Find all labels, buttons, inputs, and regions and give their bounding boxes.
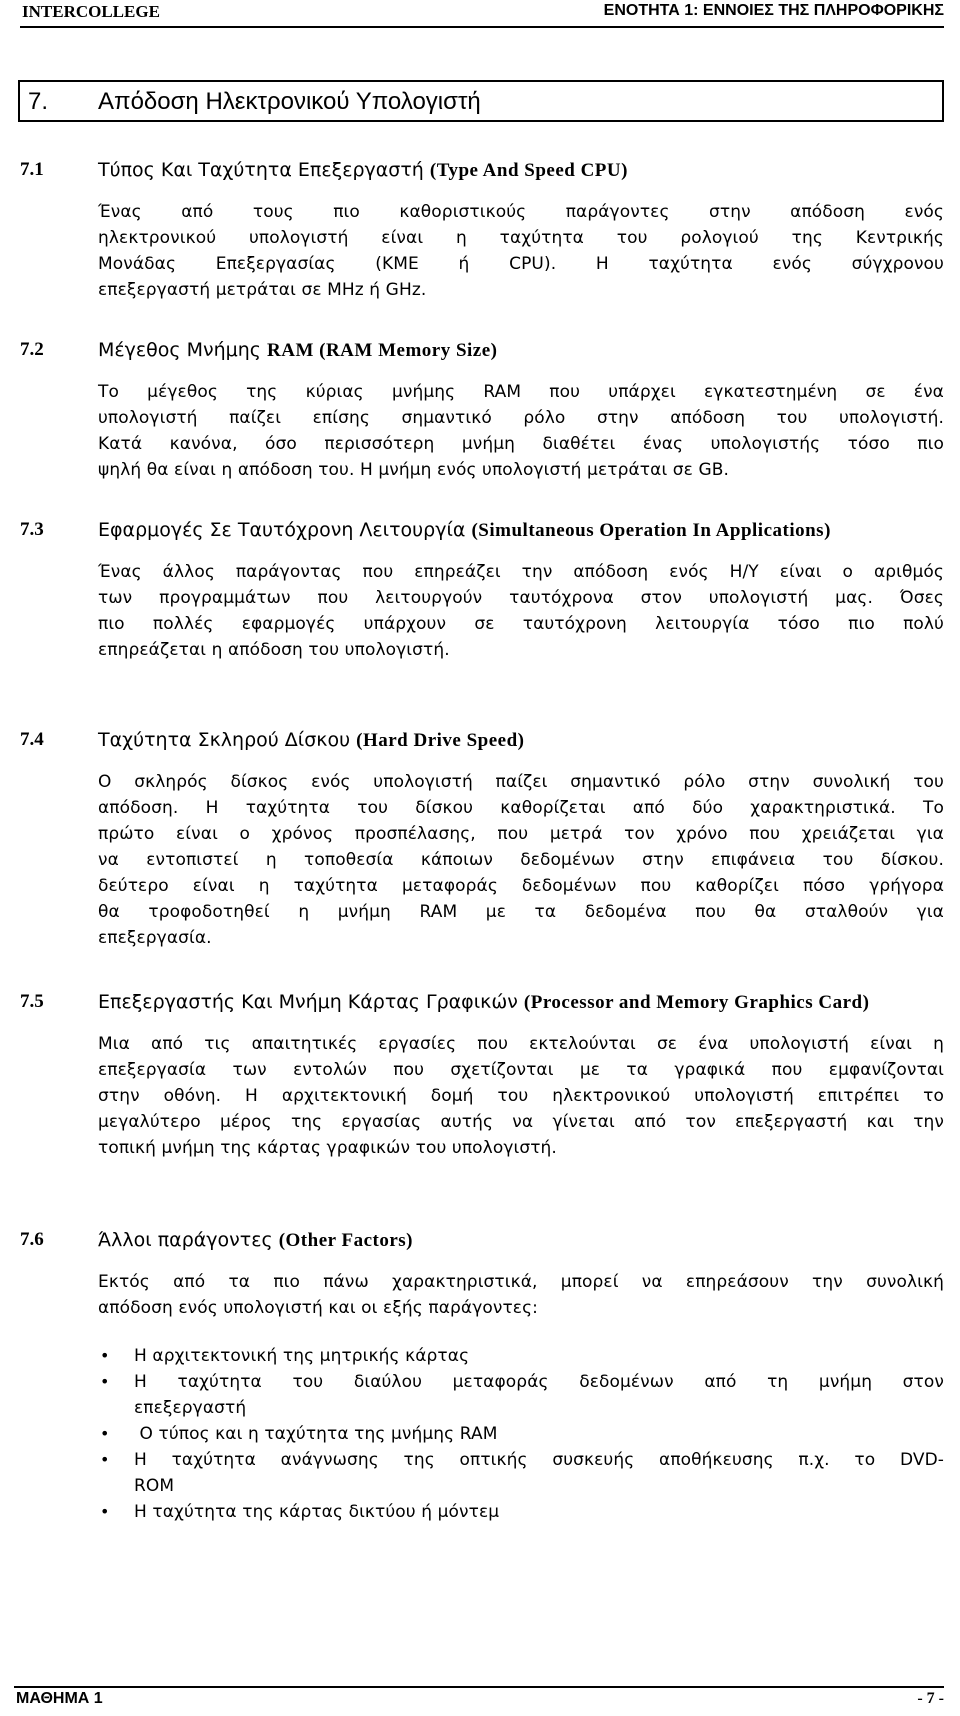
paragraph-line: επηρεάζεται η απόδοση του υπολογιστή.	[98, 640, 450, 660]
paragraph-line: επεξεργασία των εντολών που σχετίζονται με τα γραφικά που εμφανίζονται	[98, 1060, 944, 1080]
section-paragraph	[98, 1031, 944, 1161]
paragraph-line: πρώτο είναι ο χρόνος προσπέλασης, που μετρά τον χρόνο που χρειάζεται για	[98, 824, 944, 844]
section-title	[98, 516, 944, 545]
section-heading	[20, 156, 944, 185]
paragraph-line: πιο πολλές εφαρμογές υπάρχουν σε ταυτόχρονη λειτουργία τόσο πιο πολύ	[98, 614, 944, 634]
bullet-icon: •	[100, 1502, 110, 1521]
section-number: 7.5	[20, 991, 44, 1012]
paragraph-line: ψηλή θα είναι η απόδοση του. Η μνήμη ενός υπολογιστή μετράται σε GB.	[98, 460, 730, 480]
section-title-english: (Processor and Memory Graphics Card)	[523, 992, 870, 1013]
list-item-text: Η ταχύτητα του διαύλου μεταφοράς δεδομένων από τη μνήμη στον	[134, 1372, 944, 1392]
section-7-6	[20, 1226, 944, 1525]
chapter-title-box	[18, 80, 944, 122]
list-item-text: Η αρχιτεκτονική της μητρικής κάρτας	[134, 1346, 470, 1366]
section-heading	[20, 988, 944, 1017]
section-number: 7.4	[20, 729, 44, 750]
section-7-4	[20, 726, 944, 951]
list-item-text: επεξεργαστή	[134, 1398, 247, 1418]
section-paragraph	[98, 379, 944, 483]
section-title	[98, 988, 944, 1017]
section-number: 7.3	[20, 519, 44, 540]
section-7-1	[20, 156, 944, 303]
page-number: - 7 -	[917, 1690, 944, 1707]
section-heading	[20, 726, 944, 755]
list-item	[98, 1447, 944, 1499]
section-title-greek: Ταχύτητα Σκληρού Δίσκου	[98, 729, 351, 751]
section-title	[98, 336, 944, 365]
paragraph-line: τοπική μνήμη της κάρτας γραφικών του υπολογιστή.	[98, 1138, 557, 1158]
list-item-text: Η ταχύτητα της κάρτας δικτύου ή μόντεμ	[134, 1502, 500, 1522]
footer-lesson: ΜΑΘΗΜΑ 1	[16, 1690, 103, 1707]
section-title-english: (Simultaneous Operation In Applications)	[471, 520, 831, 541]
section-title-english: (Type And Speed CPU)	[429, 160, 628, 181]
paragraph-line: απόδοση ενός υπολογιστή και οι εξής παράγοντες:	[98, 1298, 538, 1318]
section-title	[98, 1226, 944, 1255]
bullet-icon: •	[100, 1424, 110, 1443]
section-paragraph	[98, 1269, 944, 1525]
chapter-number: 7.	[28, 88, 49, 115]
paragraph-line: επεξεργαστή μετράται σε MHz ή GHz.	[98, 280, 427, 300]
section-title-greek: Μέγεθος Μνήμης	[98, 339, 261, 361]
paragraph-line: Ο σκληρός δίσκος ενός υπολογιστή παίζει σημαντικό ρόλο στην συνολική του	[98, 772, 944, 792]
page-footer	[14, 1686, 944, 1716]
paragraph-line: ηλεκτρονικού υπολογιστή είναι η ταχύτητα του ρολογιού της Κεντρικής	[98, 228, 944, 248]
list-item	[98, 1499, 944, 1525]
section-number: 7.1	[20, 159, 44, 180]
section-paragraph	[98, 769, 944, 951]
section-title	[98, 726, 944, 755]
paragraph-line: Το μέγεθος της κύριας μνήμης RAM που υπάρχει εγκατεστημένη σε ένα	[98, 382, 944, 402]
list-item-text: Ο τύπος και η ταχύτητα της μνήμης RAM	[134, 1424, 498, 1444]
paragraph-line: δεύτερο είναι η ταχύτητα μεταφοράς δεδομένων που καθορίζει πόσο γρήγορα	[98, 876, 944, 896]
list-item	[98, 1421, 944, 1447]
section-title-greek: Άλλοι παράγοντες	[98, 1229, 273, 1251]
section-paragraph	[98, 559, 944, 663]
section-title-english: RAM (RAM Memory Size)	[267, 340, 498, 361]
bullet-icon: •	[100, 1346, 110, 1365]
paragraph-line: υπολογιστή παίζει επίσης σημαντικό ρόλο στην απόδοση του υπολογιστή.	[98, 408, 944, 428]
section-paragraph	[98, 199, 944, 303]
paragraph-line: επεξεργασία.	[98, 928, 212, 948]
list-item	[98, 1369, 944, 1421]
paragraph-line: Μονάδας Επεξεργασίας (ΚΜΕ ή CPU). Η ταχύτητα ενός σύγχρονου	[98, 254, 944, 274]
page-header	[20, 0, 944, 28]
section-title-greek: Τύπος Και Ταχύτητα Επεξεργαστή	[98, 159, 424, 181]
bullet-icon: •	[100, 1372, 110, 1391]
paragraph-line: Κατά κανόνα, όσο περισσότερη μνήμη διαθέτει ένας υπολογιστής τόσο πιο	[98, 434, 944, 454]
list-item	[98, 1343, 944, 1369]
paragraph-line: στην οθόνη. Η αρχιτεκτονική δομή του ηλεκτρονικού υπολογιστή επιτρέπει το	[98, 1086, 944, 1106]
header-unit-title: ΕΝΟΤΗΤΑ 1: ΕΝΝΟΙΕΣ ΤΗΣ ΠΛΗΡΟΦΟΡΙΚΗΣ	[603, 2, 944, 19]
chapter-title: Απόδοση Ηλεκτρονικού Υπολογιστή	[98, 88, 481, 115]
list-item-text: Η ταχύτητα ανάγνωσης της οπτικής συσκευής αποθήκευσης π.χ. το DVD-	[134, 1450, 944, 1470]
section-heading	[20, 516, 944, 545]
factors-list	[98, 1343, 944, 1525]
paragraph-line: Μια από τις απαιτητικές εργασίες που εκτελούνται σε ένα υπολογιστή είναι η	[98, 1034, 944, 1054]
bullet-icon: •	[100, 1450, 110, 1469]
section-number: 7.2	[20, 339, 44, 360]
section-title-english: (Other Factors)	[278, 1230, 413, 1251]
section-title-english: (Hard Drive Speed)	[356, 730, 525, 751]
section-7-5	[20, 988, 944, 1161]
paragraph-line: θα τροφοδοτηθεί η μνήμη RAM με τα δεδομένα που θα σταλθούν για	[98, 902, 944, 922]
header-institution: INTERCOLLEGE	[22, 2, 160, 21]
paragraph-line: να εντοπιστεί η τοποθεσία κάποιων δεδομένων στην επιφάνεια του δίσκου.	[98, 850, 944, 870]
paragraph-line: των προγραμμάτων που λειτουργούν ταυτόχρονα στον υπολογιστή μας. Όσες	[98, 588, 944, 608]
section-title-greek: Επεξεργαστής Και Μνήμη Κάρτας Γραφικών	[98, 991, 518, 1013]
section-7-3	[20, 516, 944, 663]
section-number: 7.6	[20, 1229, 44, 1250]
section-title-greek: Εφαρμογές Σε Ταυτόχρονη Λειτουργία	[98, 519, 466, 541]
list-item-text: ROM	[134, 1476, 175, 1496]
paragraph-line: Εκτός από τα πιο πάνω χαρακτηριστικά, μπορεί να επηρεάσουν την συνολική	[98, 1272, 944, 1292]
section-7-2	[20, 336, 944, 483]
section-title	[98, 156, 944, 185]
paragraph-line: Ένας από τους πιο καθοριστικούς παράγοντες στην απόδοση ενός	[98, 202, 944, 222]
paragraph-line: μεγαλύτερο μέρος της εργασίας αυτής να γίνεται από τον επεξεργαστή και την	[98, 1112, 944, 1132]
section-heading	[20, 336, 944, 365]
paragraph-line: απόδοση. Η ταχύτητα του δίσκου καθορίζεται από δύο χαρακτηριστικά. Το	[98, 798, 944, 818]
paragraph-line: Ένας άλλος παράγοντας που επηρεάζει την απόδοση ενός Η/Υ είναι ο αριθμός	[98, 562, 944, 582]
section-heading	[20, 1226, 944, 1255]
